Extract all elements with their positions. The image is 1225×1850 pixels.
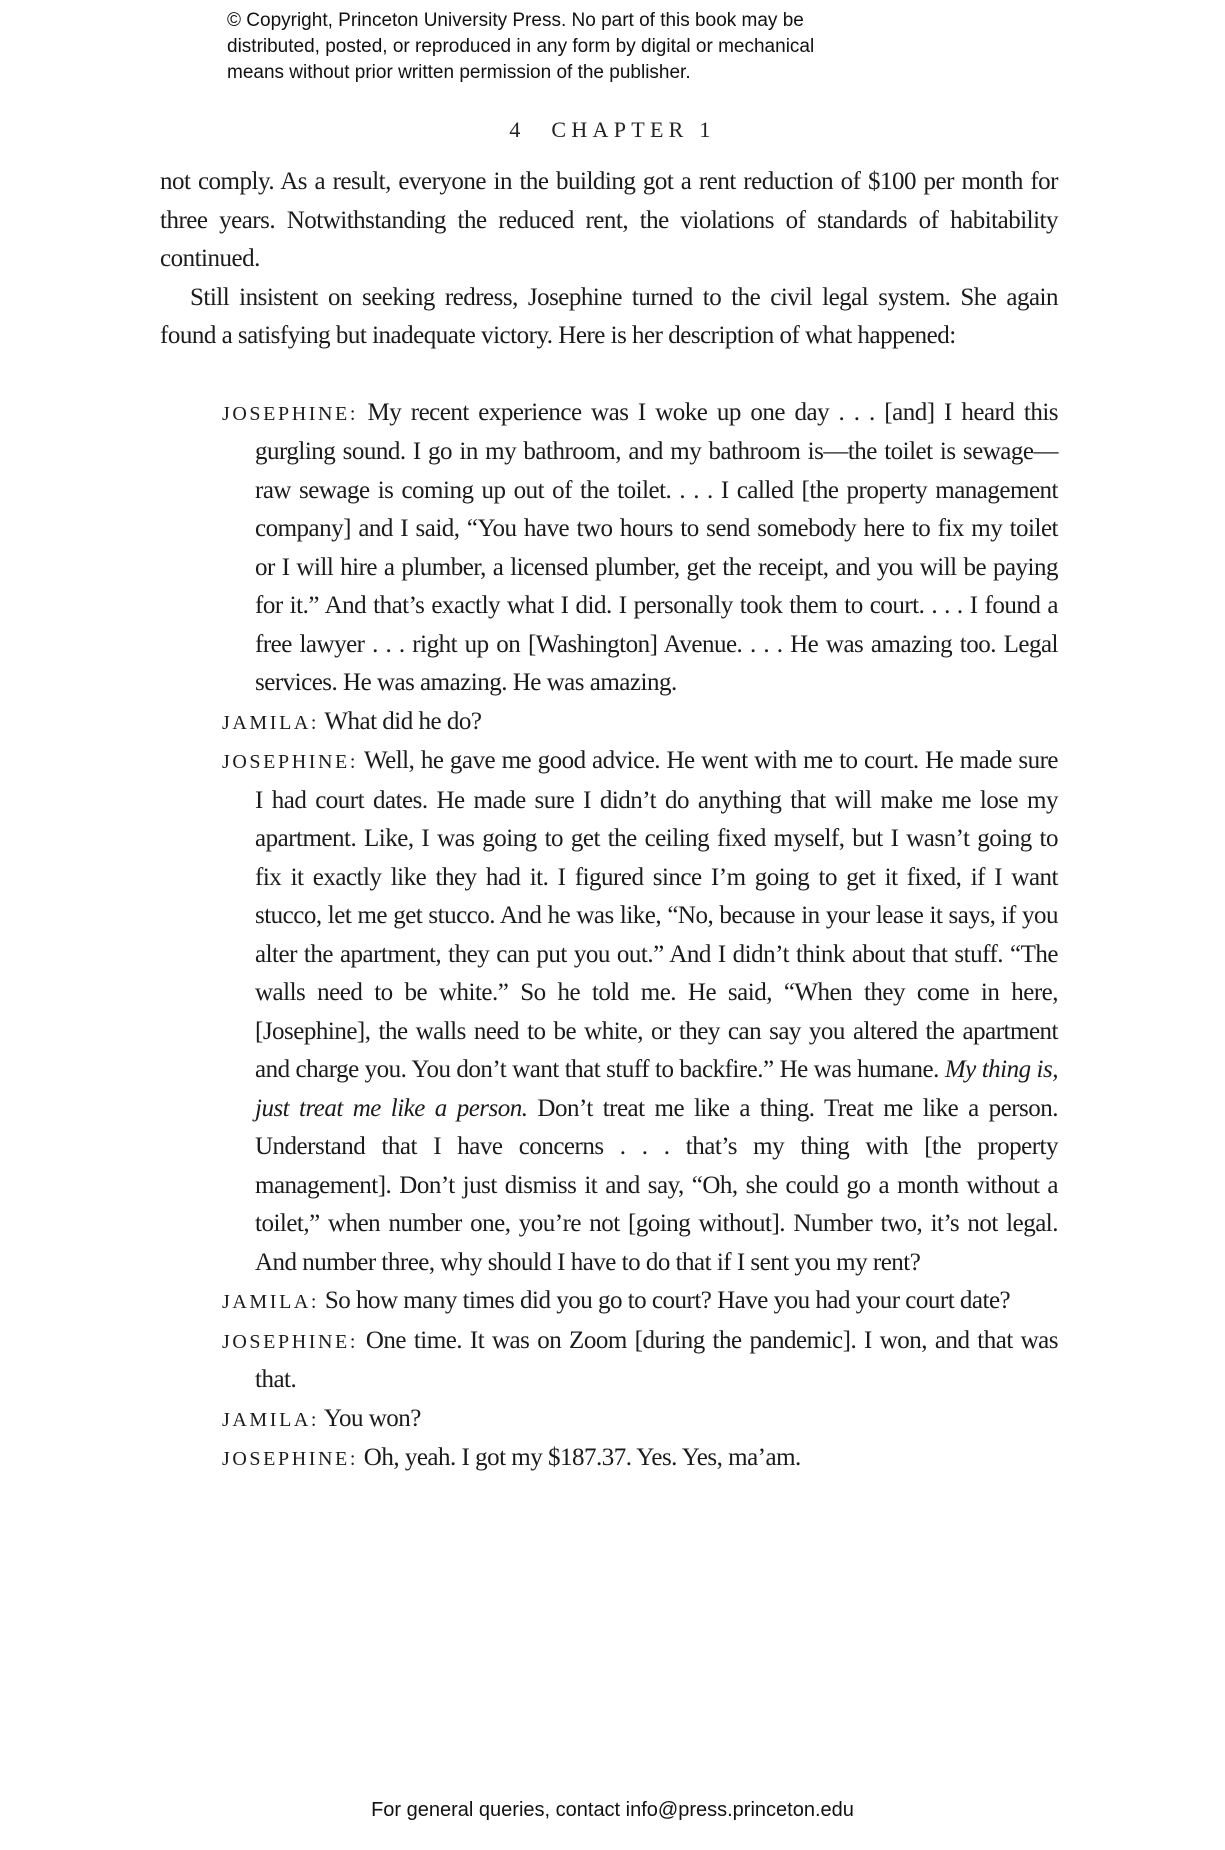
dialogue-text: You won?: [323, 1404, 421, 1432]
dialogue-text: Oh, yeah. I got my $187.37. Yes. Yes, ma’am.: [363, 1444, 801, 1471]
body-text: [160, 163, 1058, 1479]
copyright-line: means without prior written permission of the publisher.: [227, 62, 691, 83]
copyright-line: distributed, posted, or reproduced in any form by digital or mechanical: [227, 36, 815, 57]
dialogue-turn: [222, 1439, 1058, 1479]
dialogue-turn: [222, 703, 1058, 743]
speaker-label: JOSEPHINE:: [222, 751, 359, 773]
paragraph: Still insistent on seeking redress, Josephine turned to the civil legal system. She again found a satisfying but inadequate victory. Here is her description of what happened:: [160, 283, 1058, 349]
dialogue-turn: [222, 394, 1058, 703]
footer-contact: For general queries, contact info@press.princeton.edu: [371, 1799, 854, 1821]
dialogue-turn: [222, 1282, 1058, 1322]
speaker-label: JAMILA:: [222, 1408, 320, 1431]
speaker-label: JOSEPHINE:: [222, 1330, 359, 1353]
dialogue-turn: [222, 1400, 1058, 1440]
running-head-title: CHAPTER 1: [551, 117, 716, 142]
page-number: 4: [509, 117, 522, 142]
dialogue-text: Don’t treat me like a thing. Treat me like a person. Understand that I have concerns . . . that’s my thing with [the property management]. Don’t just dismiss it and say, “Oh, she could go a month without a toilet,” when number one, you’re not [going without]. Number two, it’s not legal. And number three, why should I have to do that if I sent you my rent?: [255, 1094, 1058, 1276]
paragraph: not comply. As a result, everyone in the building got a rent reduction of $100 per month for three years. Notwithstanding the reduced rent, the violations of standards of habitability continued.: [160, 168, 1058, 272]
dialogue-turn: [222, 742, 1058, 1282]
dialogue-extract: [222, 394, 1058, 1479]
page-header: [0, 117, 1225, 143]
italic-emphasis: My thing is, just treat me like a person.: [255, 1056, 1058, 1122]
speaker-label: JAMILA:: [222, 1291, 320, 1313]
dialogue-text: One time. It was on Zoom [during the pandemic]. I won, and that was that.: [255, 1326, 1059, 1393]
dialogue-text: What did he do?: [324, 707, 482, 735]
copyright-notice: [227, 8, 814, 86]
dialogue-turn: [222, 1322, 1058, 1400]
dialogue-text: My recent experience was I woke up one day . . . [and] I heard this gurgling sound. I go in my bathroom, and my bathroom is—the toilet is sewage—raw sewage is coming up out of the toilet. . . . I called [the property management company] and I said, “You have two hours to send somebody here to fix my toilet or I will hire a plumber, a licensed plumber, get the receipt, and you will be paying for it.” And that’s exactly what I did. I personally took them to court. . . . I found a free lawyer . . . right up on [Washington] Avenue. . . . He was amazing too. Legal services. He was amazing. He was amazing.: [255, 398, 1058, 696]
dialogue-text: Well, he gave me good advice. He went with me to court. He made sure I had court dates. He made sure I didn’t do anything that will make me lose my apartment. Like, I was going to get the ceiling fixed myself, but I wasn’t going to fix it exactly like they had it. I figured since I’m going to get it fixed, if I want stucco, let me get stucco. And he was like, “No, because in your lease it says, if you alter the apartment, they can put you out.” And I didn’t think about that stuff. “The walls need to be white.” So he told me. He said, “When they come in here, [Josephine], the walls need to be white, or they can say you altered the apartment and charge you. You don’t want that stuff to backfire.” He was humane.: [255, 747, 1058, 1083]
dialogue-text: So how many times did you go to court? Have you had your court date?: [324, 1287, 1011, 1314]
speaker-label: JOSEPHINE:: [222, 1448, 359, 1470]
copyright-line: © Copyright, Princeton University Press. No part of this book may be: [227, 10, 804, 31]
speaker-label: JOSEPHINE:: [222, 402, 359, 425]
speaker-label: JAMILA:: [222, 711, 320, 734]
